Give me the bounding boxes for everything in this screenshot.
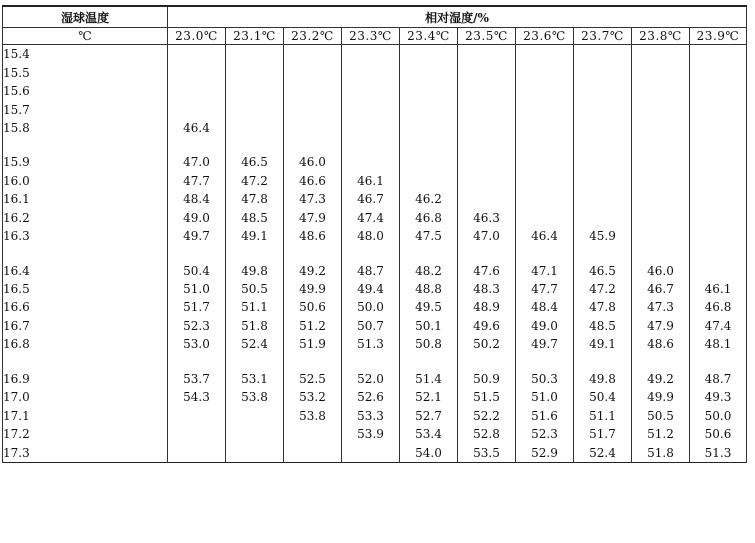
spacer-cell: [168, 245, 226, 261]
humidity-cell: [458, 153, 516, 171]
humidity-cell: 46.7: [342, 190, 400, 208]
humidity-cell: [342, 443, 400, 462]
spacer-cell: [3, 354, 168, 370]
spacer-cell: [3, 137, 168, 153]
humidity-cell: 51.0: [168, 280, 226, 298]
humidity-cell: 49.1: [574, 335, 632, 353]
humidity-cell: 49.8: [226, 261, 284, 279]
table-row: [3, 388, 747, 406]
wet-bulb-cell: 15.6: [3, 82, 168, 100]
table-row: [3, 406, 747, 424]
table-row: [3, 261, 747, 279]
humidity-cell: [226, 100, 284, 118]
humidity-cell: 50.5: [226, 280, 284, 298]
humidity-cell: 47.4: [342, 209, 400, 227]
table-row: [3, 370, 747, 388]
humidity-cell: 53.8: [284, 406, 342, 424]
wet-bulb-cell: 16.2: [3, 209, 168, 227]
table-row: [3, 63, 747, 81]
humidity-cell: [690, 119, 747, 137]
spacer-cell: [284, 137, 342, 153]
humidity-cell: [400, 153, 458, 171]
humidity-cell: 51.1: [574, 406, 632, 424]
humidity-cell: 49.2: [284, 261, 342, 279]
humidity-cell: 52.2: [458, 406, 516, 424]
humidity-cell: 49.5: [400, 298, 458, 316]
table-row: [3, 280, 747, 298]
humidity-cell: 51.5: [458, 388, 516, 406]
spacer-cell: [690, 137, 747, 153]
humidity-cell: 48.4: [516, 298, 574, 316]
humidity-cell: 49.7: [516, 335, 574, 353]
humidity-cell: [458, 190, 516, 208]
humidity-cell: 51.6: [516, 406, 574, 424]
humidity-cell: 46.4: [168, 119, 226, 137]
humidity-cell: [342, 82, 400, 100]
humidity-cell: 53.9: [342, 425, 400, 443]
humidity-cell: [574, 82, 632, 100]
humidity-cell: [168, 425, 226, 443]
humidity-cell: 49.0: [516, 317, 574, 335]
humidity-cell: 52.0: [342, 370, 400, 388]
spacer-cell: [342, 354, 400, 370]
humidity-cell: [516, 190, 574, 208]
humidity-cell: [632, 209, 690, 227]
spacer-cell: [400, 354, 458, 370]
humidity-cell: [284, 63, 342, 81]
humidity-cell: [284, 119, 342, 137]
wet-bulb-cell: 16.6: [3, 298, 168, 316]
humidity-cell: [574, 172, 632, 190]
humidity-cell: 48.1: [690, 335, 747, 353]
wet-bulb-cell: 15.8: [3, 119, 168, 137]
humidity-cell: [516, 63, 574, 81]
humidity-cell: 46.1: [690, 280, 747, 298]
humidity-cell: [168, 406, 226, 424]
humidity-cell: 45.9: [574, 227, 632, 245]
humidity-cell: [458, 172, 516, 190]
wet-bulb-cell: 17.1: [3, 406, 168, 424]
spacer-cell: [284, 354, 342, 370]
humidity-cell: [632, 227, 690, 245]
spacer-cell: [458, 354, 516, 370]
humidity-cell: [632, 119, 690, 137]
wet-bulb-cell: 17.3: [3, 443, 168, 462]
spacer-cell: [342, 245, 400, 261]
table-row: [3, 317, 747, 335]
humidity-cell: 48.7: [342, 261, 400, 279]
humidity-cell: 47.7: [168, 172, 226, 190]
humidity-cell: [632, 45, 690, 64]
wet-bulb-cell: 16.7: [3, 317, 168, 335]
spacer-cell: [632, 137, 690, 153]
humidity-cell: 48.6: [284, 227, 342, 245]
humidity-cell: [458, 82, 516, 100]
humidity-cell: [574, 119, 632, 137]
humidity-cell: 52.8: [458, 425, 516, 443]
humidity-cell: 47.0: [168, 153, 226, 171]
humidity-cell: [516, 100, 574, 118]
spacer-cell: [574, 137, 632, 153]
spacer-cell: [632, 354, 690, 370]
table-row: [3, 425, 747, 443]
humidity-cell: 54.3: [168, 388, 226, 406]
humidity-cell: [632, 63, 690, 81]
humidity-cell: 47.2: [226, 172, 284, 190]
spacer-cell: [226, 354, 284, 370]
humidity-cell: [516, 119, 574, 137]
humidity-cell: 51.1: [226, 298, 284, 316]
table-row: [3, 209, 747, 227]
spacer-cell: [284, 245, 342, 261]
humidity-cell: [168, 45, 226, 64]
humidity-cell: 48.4: [168, 190, 226, 208]
humidity-cell: [284, 100, 342, 118]
humidity-cell: 51.2: [284, 317, 342, 335]
wet-bulb-cell: 16.9: [3, 370, 168, 388]
column-header-cell: 23.1℃: [226, 28, 284, 45]
humidity-cell: [632, 82, 690, 100]
humidity-cell: 48.5: [574, 317, 632, 335]
humidity-cell: [458, 119, 516, 137]
wet-bulb-header: 湿球温度: [3, 6, 168, 28]
humidity-cell: 49.9: [284, 280, 342, 298]
humidity-cell: [284, 443, 342, 462]
spacer-cell: [516, 137, 574, 153]
humidity-cell: 48.2: [400, 261, 458, 279]
humidity-cell: 48.7: [690, 370, 747, 388]
wet-bulb-cell: 16.4: [3, 261, 168, 279]
humidity-cell: [574, 153, 632, 171]
humidity-cell: 46.5: [574, 261, 632, 279]
humidity-cell: [516, 153, 574, 171]
spacer-cell: [458, 245, 516, 261]
humidity-cell: [168, 63, 226, 81]
table-row: [3, 153, 747, 171]
humidity-cell: 51.2: [632, 425, 690, 443]
humidity-cell: [168, 82, 226, 100]
humidity-cell: [226, 406, 284, 424]
humidity-cell: [342, 45, 400, 64]
humidity-cell: [690, 63, 747, 81]
humidity-cell: 51.7: [168, 298, 226, 316]
humidity-cell: 52.6: [342, 388, 400, 406]
humidity-cell: 49.8: [574, 370, 632, 388]
humidity-cell: 47.8: [574, 298, 632, 316]
humidity-cell: 50.3: [516, 370, 574, 388]
humidity-cell: 50.7: [342, 317, 400, 335]
humidity-cell: [284, 82, 342, 100]
table-row: [3, 335, 747, 353]
humidity-cell: 50.0: [690, 406, 747, 424]
humidity-cell: 47.3: [284, 190, 342, 208]
humidity-cell: 52.7: [400, 406, 458, 424]
spacer-cell: [516, 245, 574, 261]
column-header-cell: 23.3℃: [342, 28, 400, 45]
wet-bulb-cell: 15.7: [3, 100, 168, 118]
humidity-cell: [284, 425, 342, 443]
humidity-cell: 48.9: [458, 298, 516, 316]
header-row: [3, 6, 747, 28]
humidity-cell: 53.4: [400, 425, 458, 443]
humidity-cell: 46.5: [226, 153, 284, 171]
humidity-cell: 48.5: [226, 209, 284, 227]
wet-bulb-cell: 16.1: [3, 190, 168, 208]
humidity-cell: 51.3: [342, 335, 400, 353]
column-header-row: [3, 28, 747, 45]
table-row: [3, 227, 747, 245]
humidity-cell: 47.9: [284, 209, 342, 227]
humidity-cell: [458, 45, 516, 64]
humidity-cell: [632, 172, 690, 190]
table-row: [3, 100, 747, 118]
humidity-cell: 48.0: [342, 227, 400, 245]
humidity-cell: 51.3: [690, 443, 747, 462]
wet-bulb-cell: 17.2: [3, 425, 168, 443]
group-spacer: [3, 245, 747, 261]
humidity-cell: 46.0: [632, 261, 690, 279]
table-row: [3, 298, 747, 316]
humidity-cell: 46.8: [400, 209, 458, 227]
humidity-cell: 46.7: [632, 280, 690, 298]
humidity-cell: [574, 100, 632, 118]
humidity-table: [2, 5, 747, 463]
humidity-cell: 47.6: [458, 261, 516, 279]
humidity-cell: 53.3: [342, 406, 400, 424]
humidity-cell: [690, 153, 747, 171]
spacer-cell: [226, 137, 284, 153]
humidity-cell: [516, 82, 574, 100]
humidity-cell: 48.8: [400, 280, 458, 298]
spacer-cell: [574, 354, 632, 370]
humidity-cell: [226, 45, 284, 64]
humidity-cell: 46.6: [284, 172, 342, 190]
humidity-cell: 46.0: [284, 153, 342, 171]
humidity-cell: 47.7: [516, 280, 574, 298]
wet-bulb-cell: 16.5: [3, 280, 168, 298]
humidity-cell: 51.8: [226, 317, 284, 335]
spacer-cell: [400, 245, 458, 261]
table-row: [3, 172, 747, 190]
column-header-cell: 23.6℃: [516, 28, 574, 45]
spacer-cell: [458, 137, 516, 153]
spacer-cell: [400, 137, 458, 153]
humidity-cell: [574, 63, 632, 81]
column-header-cell: 23.0℃: [168, 28, 226, 45]
table-row: [3, 82, 747, 100]
humidity-cell: [690, 227, 747, 245]
humidity-cell: [168, 443, 226, 462]
spacer-cell: [632, 245, 690, 261]
humidity-cell: 47.9: [632, 317, 690, 335]
humidity-cell: 51.9: [284, 335, 342, 353]
humidity-cell: 46.1: [342, 172, 400, 190]
wet-bulb-cell: 16.8: [3, 335, 168, 353]
humidity-cell: 53.5: [458, 443, 516, 462]
humidity-cell: 49.9: [632, 388, 690, 406]
humidity-cell: 50.6: [690, 425, 747, 443]
humidity-cell: 47.1: [516, 261, 574, 279]
humidity-cell: [400, 119, 458, 137]
humidity-cell: [226, 82, 284, 100]
humidity-cell: 50.8: [400, 335, 458, 353]
humidity-cell: 47.3: [632, 298, 690, 316]
humidity-cell: [632, 190, 690, 208]
humidity-cell: 52.3: [168, 317, 226, 335]
spacer-cell: [226, 245, 284, 261]
humidity-cell: [226, 119, 284, 137]
spacer-cell: [690, 354, 747, 370]
humidity-cell: 49.0: [168, 209, 226, 227]
humidity-cell: 49.3: [690, 388, 747, 406]
spacer-cell: [3, 245, 168, 261]
humidity-cell: 53.7: [168, 370, 226, 388]
humidity-cell: [690, 261, 747, 279]
humidity-cell: 50.2: [458, 335, 516, 353]
humidity-cell: 49.7: [168, 227, 226, 245]
spacer-cell: [516, 354, 574, 370]
humidity-cell: 46.2: [400, 190, 458, 208]
humidity-cell: 50.1: [400, 317, 458, 335]
humidity-cell: 52.4: [574, 443, 632, 462]
spacer-cell: [342, 137, 400, 153]
humidity-cell: [226, 443, 284, 462]
wet-bulb-unit: ℃: [3, 28, 168, 45]
wet-bulb-cell: 16.0: [3, 172, 168, 190]
humidity-cell: [516, 209, 574, 227]
humidity-cell: 47.5: [400, 227, 458, 245]
humidity-cell: [690, 100, 747, 118]
wet-bulb-cell: 16.3: [3, 227, 168, 245]
humidity-cell: 53.2: [284, 388, 342, 406]
humidity-cell: 50.4: [574, 388, 632, 406]
humidity-cell: [400, 63, 458, 81]
column-header-cell: 23.4℃: [400, 28, 458, 45]
humidity-cell: 46.4: [516, 227, 574, 245]
wet-bulb-cell: 15.5: [3, 63, 168, 81]
group-spacer: [3, 354, 747, 370]
humidity-cell: [342, 100, 400, 118]
humidity-cell: [342, 63, 400, 81]
humidity-cell: [342, 153, 400, 171]
spacer-cell: [168, 354, 226, 370]
humidity-cell: [400, 100, 458, 118]
humidity-cell: [574, 209, 632, 227]
table-row: [3, 119, 747, 137]
humidity-cell: 47.8: [226, 190, 284, 208]
humidity-cell: 53.0: [168, 335, 226, 353]
humidity-cell: [690, 82, 747, 100]
relative-humidity-header: 相对湿度/%: [168, 6, 747, 28]
column-header-cell: 23.9℃: [690, 28, 747, 45]
humidity-cell: [690, 190, 747, 208]
humidity-cell: [516, 45, 574, 64]
humidity-cell: [400, 82, 458, 100]
spacer-cell: [168, 137, 226, 153]
spacer-cell: [574, 245, 632, 261]
wet-bulb-cell: 15.4: [3, 45, 168, 64]
humidity-cell: [690, 172, 747, 190]
table-row: [3, 45, 747, 64]
column-header-cell: 23.8℃: [632, 28, 690, 45]
column-header-cell: 23.5℃: [458, 28, 516, 45]
humidity-cell: 50.0: [342, 298, 400, 316]
humidity-cell: [284, 45, 342, 64]
humidity-cell: 51.8: [632, 443, 690, 462]
humidity-cell: [226, 425, 284, 443]
spacer-cell: [690, 245, 747, 261]
humidity-cell: 49.1: [226, 227, 284, 245]
humidity-cell: 49.4: [342, 280, 400, 298]
humidity-cell: [574, 45, 632, 64]
humidity-cell: [516, 172, 574, 190]
humidity-cell: 47.0: [458, 227, 516, 245]
humidity-cell: 51.0: [516, 388, 574, 406]
table-row: [3, 443, 747, 462]
humidity-cell: 53.1: [226, 370, 284, 388]
humidity-cell: [632, 153, 690, 171]
humidity-cell: 50.9: [458, 370, 516, 388]
humidity-cell: 49.2: [632, 370, 690, 388]
humidity-cell: [574, 190, 632, 208]
column-header-cell: 23.7℃: [574, 28, 632, 45]
humidity-cell: [400, 172, 458, 190]
humidity-cell: [632, 100, 690, 118]
humidity-cell: [690, 45, 747, 64]
humidity-cell: 52.5: [284, 370, 342, 388]
humidity-cell: [690, 209, 747, 227]
humidity-cell: 48.3: [458, 280, 516, 298]
humidity-cell: 52.4: [226, 335, 284, 353]
wet-bulb-cell: 15.9: [3, 153, 168, 171]
humidity-cell: 52.1: [400, 388, 458, 406]
humidity-cell: 50.5: [632, 406, 690, 424]
humidity-cell: 48.6: [632, 335, 690, 353]
humidity-cell: 49.6: [458, 317, 516, 335]
humidity-cell: [458, 63, 516, 81]
wet-bulb-cell: 17.0: [3, 388, 168, 406]
humidity-cell: 47.2: [574, 280, 632, 298]
humidity-cell: 51.7: [574, 425, 632, 443]
humidity-cell: 46.8: [690, 298, 747, 316]
table-body: [3, 45, 747, 463]
column-header-cell: 23.2℃: [284, 28, 342, 45]
humidity-cell: [400, 45, 458, 64]
humidity-cell: 54.0: [400, 443, 458, 462]
humidity-cell: 50.4: [168, 261, 226, 279]
humidity-cell: 50.6: [284, 298, 342, 316]
group-spacer: [3, 137, 747, 153]
humidity-cell: 51.4: [400, 370, 458, 388]
humidity-cell: 52.9: [516, 443, 574, 462]
humidity-cell: 53.8: [226, 388, 284, 406]
table-row: [3, 190, 747, 208]
humidity-cell: [226, 63, 284, 81]
humidity-cell: [168, 100, 226, 118]
humidity-cell: 52.3: [516, 425, 574, 443]
humidity-cell: [342, 119, 400, 137]
humidity-cell: 46.3: [458, 209, 516, 227]
humidity-cell: 47.4: [690, 317, 747, 335]
humidity-cell: [458, 100, 516, 118]
